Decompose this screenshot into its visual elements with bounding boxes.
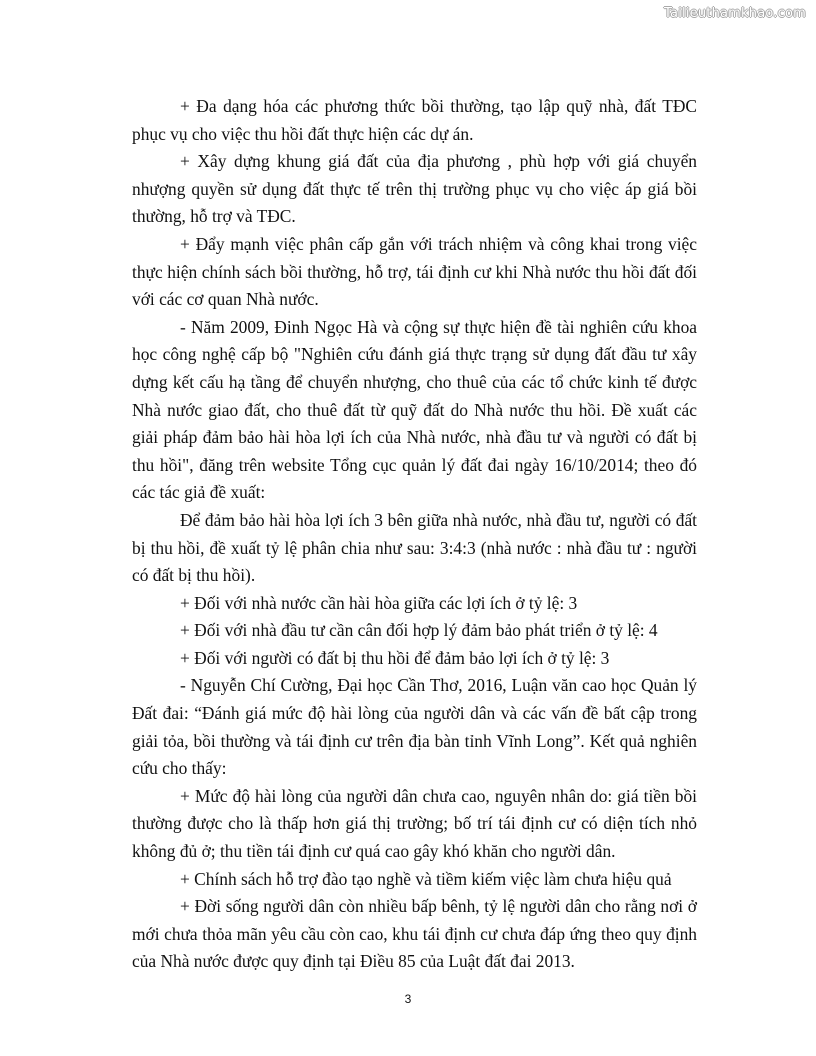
paragraph-satisfaction-level: + Mức độ hài lòng của người dân chưa cao, nguyên nhân do: giá tiền bồi thường được cho là thấp hơn giá thị trường; bố trí tái định cư có diện tích nhỏ không đủ ở; thu tiền tái định cư quá cao gây khó khăn cho người dân. (132, 785, 697, 862)
paragraph-nguyen-chi-cuong-study: - Nguyễn Chí Cường, Đại học Cần Thơ, 2016, Luận văn cao học Quản lý Đất đai: “Đánh giá mức độ hài lòng của người dân và các vấn đề bất cập trong giải tỏa, bồi thường và tái định cư trên địa bàn tỉnh Vĩnh Long”. Kết quả nghiên cứu cho thấy: (132, 675, 697, 779)
paragraph-vocational-support: + Chính sách hỗ trợ đào tạo nghề và tiềm kiếm việc làm chưa hiệu quả (180, 868, 672, 889)
watermark: Tailieuthamkhao.com (664, 6, 806, 21)
paragraph-decentralization: + Đẩy mạnh việc phân cấp gắn với trách nhiệm và công khai trong việc thực hiện chính sách bồi thường, hỗ trợ, tái định cư khi Nhà nước thu hồi đất đối với các cơ quan Nhà nước. (132, 233, 697, 310)
paragraph-living-conditions: + Đời sống người dân còn nhiều bấp bênh, tỷ lệ người dân cho rằng nơi ở mới chưa thỏa mãn yêu cầu còn cao, khu tái định cư chưa đáp ứng theo quy định của Nhà nước được quy định tại Điều 85 của Luật đất đai 2013. (132, 896, 697, 972)
body-text (132, 93, 697, 976)
paragraph-benefit-ratio: Để đảm bảo hài hòa lợi ích 3 bên giữa nhà nước, nhà đầu tư, người có đất bị thu hồi, đề xuất tỷ lệ phân chia như sau: 3:4:3 (nhà nước : nhà đầu tư : người có đất bị thu hồi). (132, 509, 697, 586)
paragraph-diversify-compensation: + Đa dạng hóa các phương thức bồi thường, tạo lập quỹ nhà, đất TĐC phục vụ cho việc thu hồi đất thực hiện các dự án. (132, 96, 697, 144)
paragraph-dinh-ngoc-ha-study: - Năm 2009, Đinh Ngọc Hà và cộng sự thực hiện đề tài nghiên cứu khoa học công nghệ cấp bộ "Nghiên cứu đánh giá thực trạng sử dụng đất đầu tư xây dựng kết cấu hạ tầng để chuyển nhượng, cho thuê của các tổ chức kinh tế được Nhà nước giao đất, cho thuê đất từ quỹ đất do Nhà nước thu hồi. Đề xuất các giải pháp đảm bảo hài hòa lợi ích của Nhà nước, nhà đầu tư và người có đất bị thu hồi", đăng trên website Tổng cục quản lý đất đai ngày 16/10/2014; theo đó các tác giả đề xuất: (132, 316, 697, 503)
paragraph-land-price-framework: + Xây dựng khung giá đất của địa phương , phù hợp với giá chuyển nhượng quyền sử dụng đất thực tế trên thị trường phục vụ cho việc áp giá bồi thường, hỗ trợ và TĐC. (132, 151, 697, 227)
paragraph-landowner-ratio: + Đối với người có đất bị thu hồi để đảm bảo lợi ích ở tỷ lệ: 3 (180, 647, 610, 668)
page-number: 3 (404, 992, 412, 1006)
paragraph-investor-ratio: + Đối với nhà đầu tư cần cân đối hợp lý đảm bảo phát triển ở tỷ lệ: 4 (180, 620, 658, 641)
paragraph-state-ratio: + Đối với nhà nước cần hài hòa giữa các lợi ích ở tỷ lệ: 3 (180, 592, 578, 613)
